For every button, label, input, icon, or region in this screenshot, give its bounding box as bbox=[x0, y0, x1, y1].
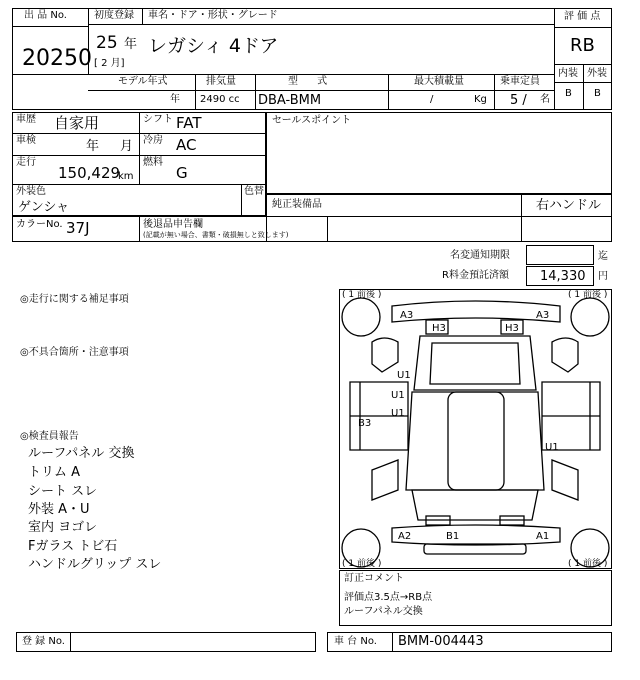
factory-equipment-label: 純正装備品 bbox=[272, 199, 322, 210]
aftermarket-label: 後退品申告欄 bbox=[143, 219, 203, 230]
corner-mark: ( 1 前後 ) bbox=[342, 290, 382, 300]
interior-grade: B bbox=[565, 88, 572, 99]
name-change-label: 名変通知期限 bbox=[450, 250, 510, 261]
correction-label: 訂正コメント bbox=[344, 573, 404, 584]
score-value: RB bbox=[570, 35, 595, 56]
note-line: トリム A bbox=[28, 465, 81, 480]
color-no-value: 37J bbox=[66, 219, 90, 237]
note-line: ハンドルグリップ スレ bbox=[28, 557, 162, 572]
max-load-unit: Kg bbox=[474, 94, 487, 105]
damage-mark: U1 bbox=[397, 370, 411, 381]
interior-label: 内装 bbox=[558, 68, 578, 79]
name-change-unit: 迄 bbox=[598, 251, 608, 262]
model-year-unit: 年 bbox=[170, 94, 180, 105]
damage-mark: A3 bbox=[400, 310, 414, 321]
recycle-value: 14,330 bbox=[540, 269, 586, 284]
handle-position: 右ハンドル bbox=[536, 198, 602, 213]
note-line: Fガラス トビ石 bbox=[28, 539, 118, 554]
damage-mark: U1 bbox=[391, 390, 405, 401]
corner-mark: ( 1 前後 ) bbox=[342, 559, 382, 569]
registration-year: 25 bbox=[96, 33, 118, 53]
correction-line: 評価点3.5点→RB点 bbox=[344, 592, 433, 603]
color-value: ゲンシャ bbox=[18, 200, 70, 215]
note-line: ルーフパネル 交換 bbox=[28, 446, 135, 461]
damage-mark: B1 bbox=[446, 531, 460, 542]
damage-mark: H3 bbox=[432, 323, 446, 334]
note-line: 外装 A・U bbox=[28, 502, 90, 517]
recycle-unit: 円 bbox=[598, 271, 608, 282]
color-change-label: 色替 bbox=[244, 186, 264, 197]
correction-line: ルーフパネル交換 bbox=[344, 606, 423, 617]
registration-year-unit: 年 bbox=[124, 37, 138, 52]
damage-mark: H3 bbox=[505, 323, 519, 334]
aircon-label: 冷房 bbox=[143, 135, 163, 146]
displacement-label: 排気量 bbox=[206, 76, 236, 87]
mileage-value: 150,429 bbox=[58, 164, 121, 182]
color-label: 外装色 bbox=[16, 186, 46, 197]
damage-mark: U1 bbox=[545, 442, 559, 453]
inspection-year: 年 bbox=[86, 139, 100, 154]
fuel-label: 燃料 bbox=[143, 157, 163, 168]
shift-value: FAT bbox=[176, 114, 202, 132]
aircon-value: AC bbox=[176, 136, 197, 154]
note-line: シート スレ bbox=[28, 484, 98, 499]
car-name: レガシィ 4ドア bbox=[148, 35, 279, 57]
exterior-label: 外装 bbox=[587, 68, 607, 79]
note-line: 室内 ヨゴレ bbox=[28, 520, 98, 535]
damage-mark: B3 bbox=[358, 418, 372, 429]
capacity-value: 5 / bbox=[510, 93, 527, 108]
history-value: 自家用 bbox=[54, 114, 100, 132]
type-value: DBA-BMM bbox=[258, 93, 322, 108]
driving-notes-label: ◎走行に関する補足事項 bbox=[20, 294, 129, 305]
recycle-label: R料金預託済額 bbox=[442, 270, 509, 281]
model-year-label: モデル年式 bbox=[118, 76, 168, 87]
damage-mark: A1 bbox=[536, 531, 550, 542]
history-label: 車歴 bbox=[16, 114, 36, 125]
score-label: 評 価 点 bbox=[564, 11, 601, 22]
max-load-label: 最大積載量 bbox=[414, 76, 464, 87]
color-no-label: カラーNo. bbox=[16, 219, 63, 230]
defects-label: ◎不具合箇所・注意事項 bbox=[20, 347, 129, 358]
chassis-no-value: BMM-004443 bbox=[398, 634, 484, 649]
damage-mark: A2 bbox=[398, 531, 412, 542]
mileage-unit: km bbox=[118, 171, 134, 182]
shift-label: シフト bbox=[143, 114, 173, 125]
inspection-month: 月 bbox=[120, 139, 134, 154]
inspector-label: ◎検査員報告 bbox=[20, 431, 79, 442]
registration-month: [ 2 月] bbox=[94, 58, 125, 69]
exterior-grade: B bbox=[594, 88, 601, 99]
name-change-box bbox=[526, 245, 594, 265]
lot-number: 20250 bbox=[22, 46, 92, 71]
damage-mark: A3 bbox=[536, 310, 550, 321]
car-diagram-box bbox=[339, 289, 612, 569]
first-registration-label: 初度登録 bbox=[94, 10, 134, 21]
chassis-no-label: 車 台 No. bbox=[334, 636, 377, 647]
damage-mark: U1 bbox=[391, 408, 405, 419]
inspection-label: 車検 bbox=[16, 135, 36, 146]
corner-mark: ( 1 前後 ) bbox=[568, 559, 608, 569]
displacement-value: 2490 cc bbox=[200, 94, 240, 105]
type-label: 型 式 bbox=[288, 76, 328, 87]
lot-label: 出 品 No. bbox=[24, 10, 67, 21]
max-load-value: / bbox=[430, 94, 434, 105]
capacity-unit: 名 bbox=[540, 94, 550, 105]
sales-point-label: セールスポイント bbox=[272, 115, 352, 126]
fuel-value: G bbox=[176, 164, 188, 182]
capacity-label: 乗車定員 bbox=[500, 76, 540, 87]
registration-no-label: 登 録 No. bbox=[22, 636, 65, 647]
mileage-label: 走行 bbox=[16, 157, 36, 168]
car-name-label: 車名・ドア・形状・グレード bbox=[148, 10, 278, 21]
corner-mark: ( 1 前後 ) bbox=[568, 290, 608, 300]
aftermarket-note: (記載が無い場合、書類・破損無しと致します) bbox=[143, 231, 289, 239]
